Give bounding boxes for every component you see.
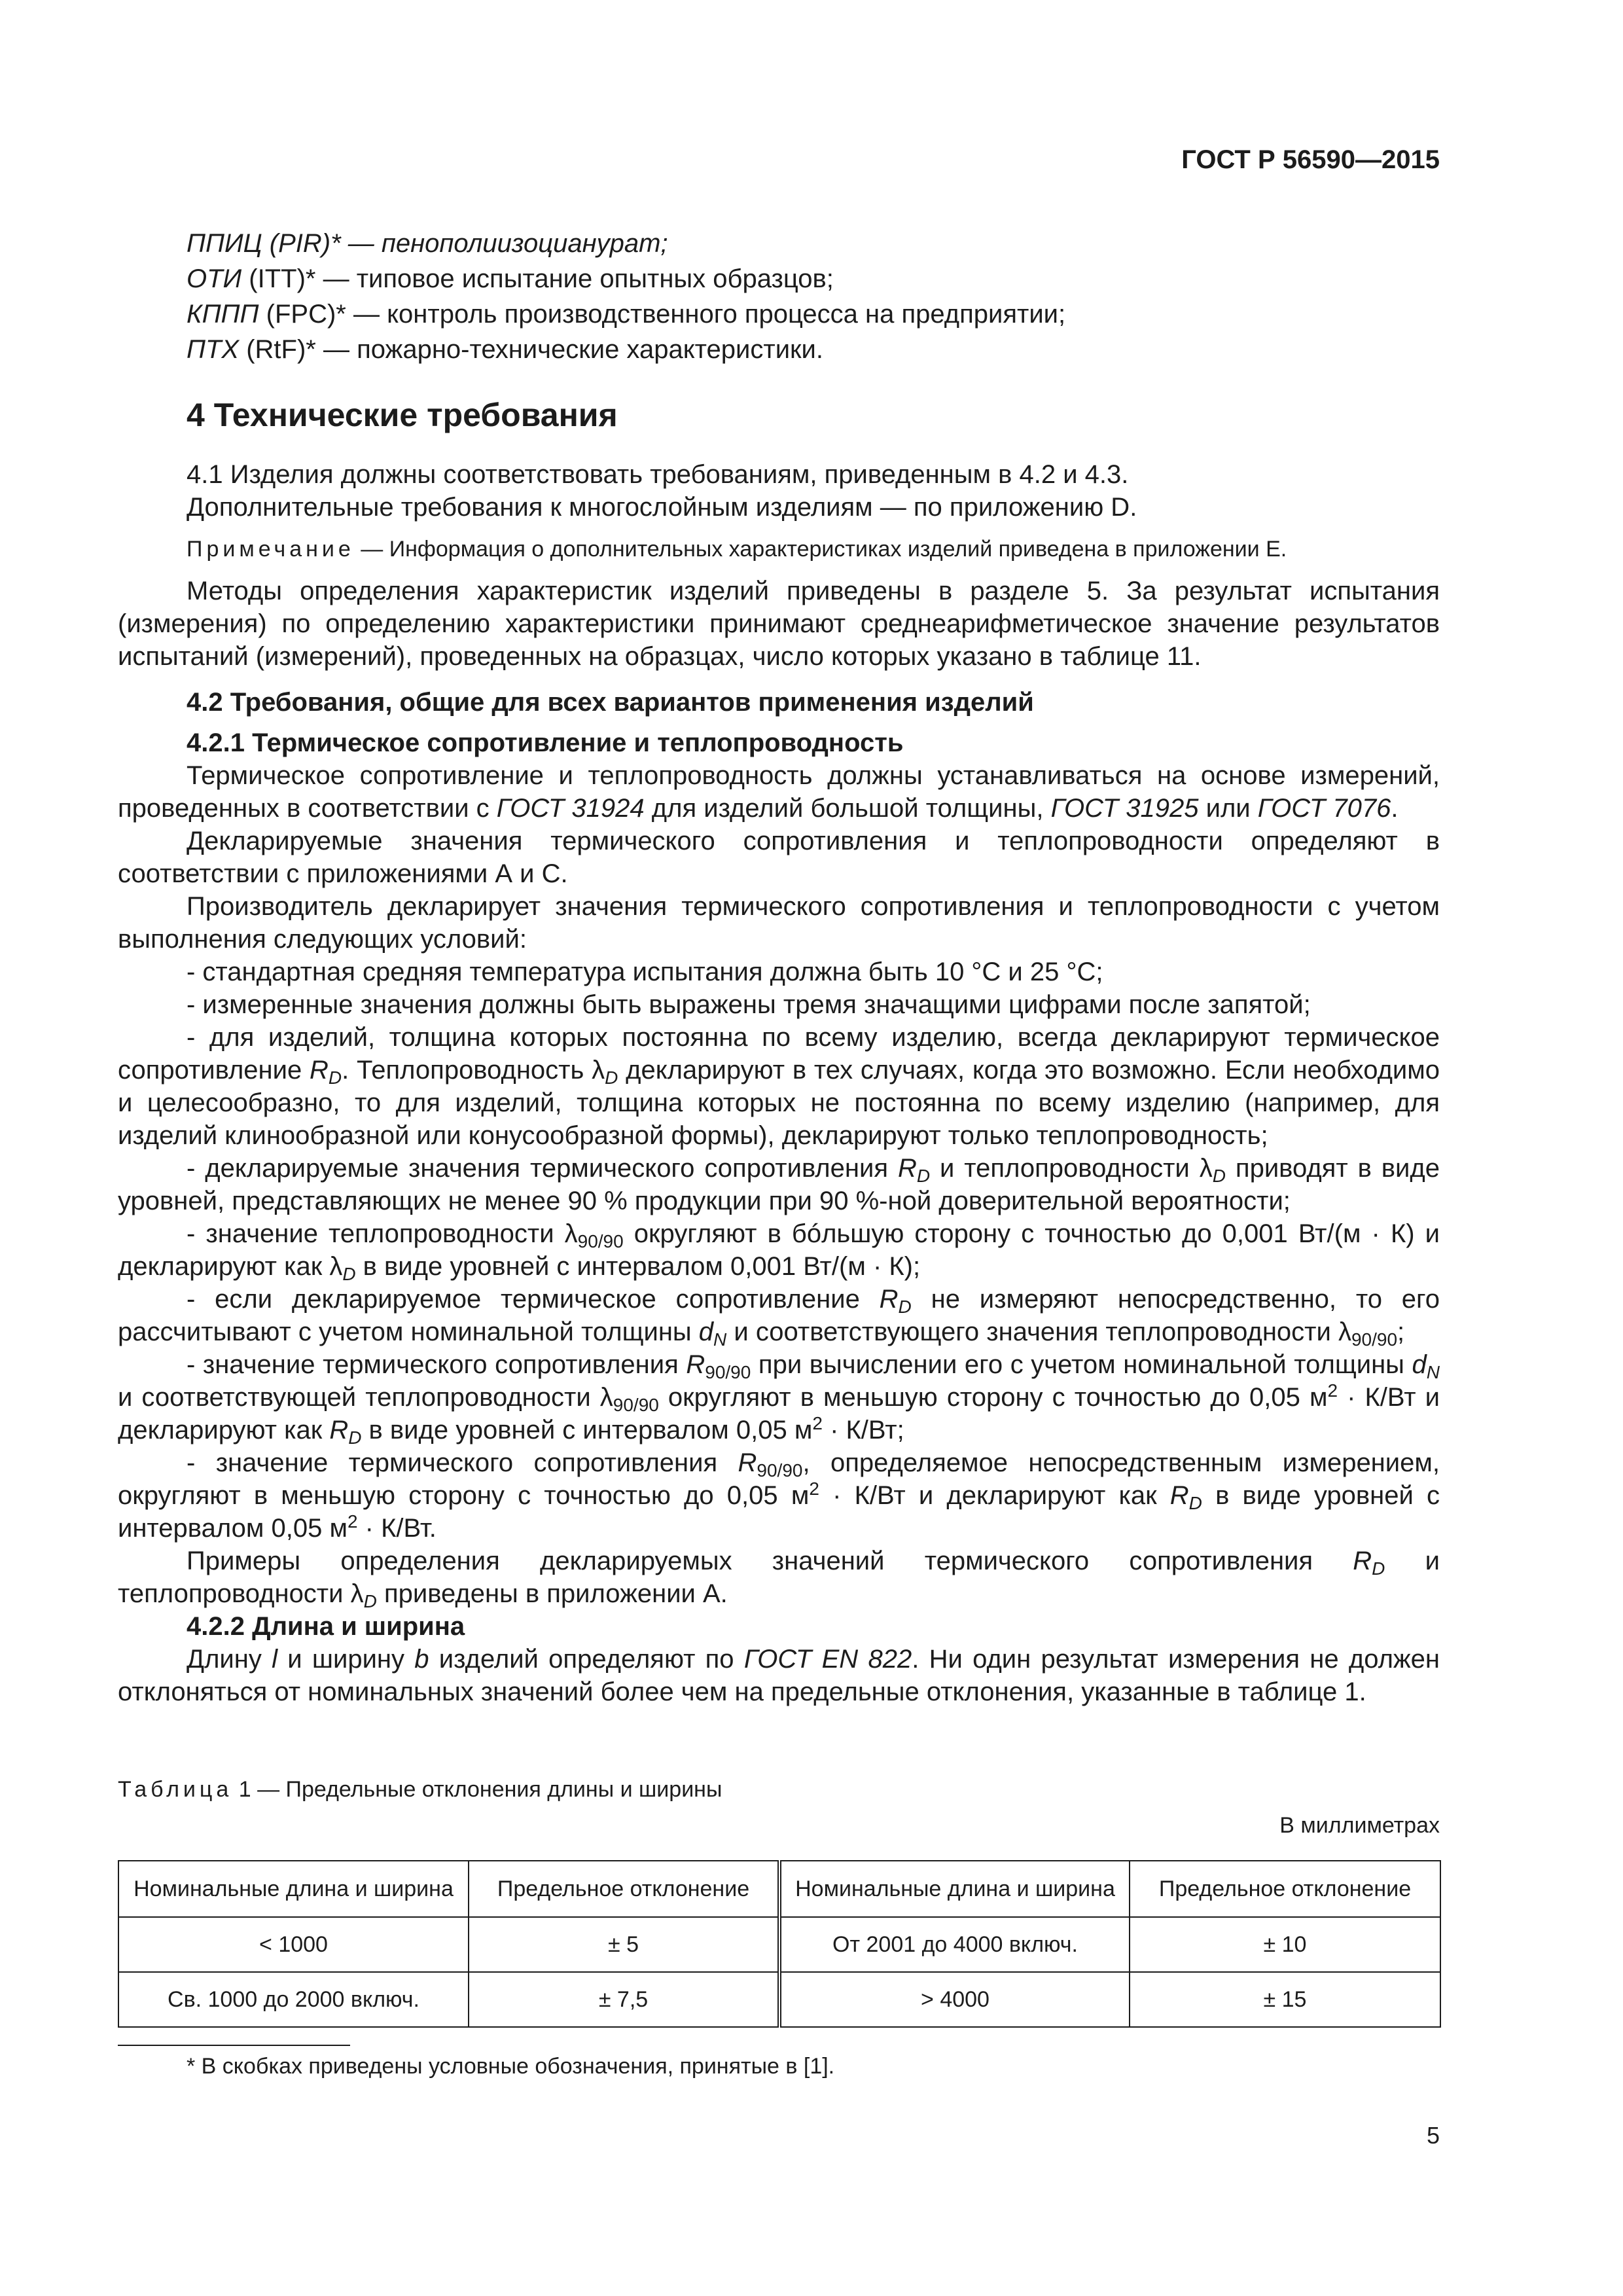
table-row — [118, 1917, 1440, 1972]
list-item: - если декларируемое термическое сопротивление $R_D$ не измеряют непосредственно, то его рассчитывают с учетом номинальной толщины $d_N$ и соответствующего значения теплопроводности $\lambda_{90/90}$; — [118, 1285, 1440, 1350]
list-item: - значение термического сопротивления $R_{90/90}$ при вычислении его с учетом номинальной толщины $d_N$ и соответствующей теплопроводности $\lambda_{90/90}$ округляют в меньшую сторону с точностью до 0,05 $м^2 \cdot К/Вт$ и декларируют как $R_D$ в виде уровней с интервалом 0,05 $м^2 \cdot К/Вт$; — [118, 1350, 1440, 1448]
paragraph: 4.1 Изделия должны соответствовать требованиям, приведенным в 4.2 и 4.3. — [187, 460, 1129, 489]
page-number: 5 — [1426, 2122, 1440, 2149]
note: Примечание — Информация о дополнительных характеристиках изделий приведена в приложении Е. — [187, 537, 1287, 562]
section-body — [118, 458, 1440, 1708]
list-item: - измеренные значения должны быть выражены тремя значащими цифрами после запятой; — [187, 990, 1311, 1019]
table-header-cell: Номинальные длина и ширина — [779, 1861, 1130, 1917]
table-cell: Св. 1000 до 2000 включ. — [118, 1972, 469, 2027]
standard-reference: ГОСТ 31924 — [496, 794, 645, 823]
section-heading: 4 Технические требования — [187, 397, 618, 433]
tolerance-table — [118, 1860, 1441, 2028]
table-cell: От 2001 до 4000 включ. — [779, 1917, 1130, 1972]
footnote: * В скобках приведены условные обозначения, принятые в [1]. — [187, 2054, 835, 2079]
paragraph: Дополнительные требования к многослойным изделиям — по приложению D. — [187, 493, 1137, 522]
paragraph: Декларируемые значения термического сопротивления и теплопроводности определяют в соответствии с приложениями А и С. — [118, 827, 1440, 888]
table-cell: ± 10 — [1130, 1917, 1440, 1972]
footnote-divider — [118, 2045, 350, 2046]
list-item: - стандартная средняя температура испытания должна быть 10 °С и 25 °С; — [187, 958, 1103, 986]
standard-reference: ГОСТ EN 822 — [743, 1645, 912, 1674]
paragraph: Производитель декларирует значения термического сопротивления и теплопроводности с учетом выполнения следующих условий: — [118, 892, 1440, 954]
table-header-row — [118, 1861, 1440, 1917]
table-header-cell: Предельное отклонение — [1130, 1861, 1440, 1917]
list-item: - значение термического сопротивления $R_{90/90}$, определяемое непосредственным измерением, округляют в меньшую сторону с точностью до 0,05 $м^2 \cdot К/Вт$ и декларируют как $R_D$ в виде уровней с интервалом 0,05 $м^2 \cdot К/Вт$. — [118, 1448, 1440, 1543]
table-header-cell: Предельное отклонение — [469, 1861, 779, 1917]
subsection-heading: 4.2.1 Термическое сопротивление и теплопроводность — [187, 728, 904, 757]
document-code: ГОСТ Р 56590—2015 — [1181, 145, 1440, 174]
table-units: В миллиметрах — [1279, 1813, 1440, 1838]
table-cell: ± 15 — [1130, 1972, 1440, 2027]
table-cell: ± 5 — [469, 1917, 779, 1972]
table-row — [118, 1972, 1440, 2027]
paragraph: Примеры определения декларируемых значений термического сопротивления $R_D$ и теплопроводности $\lambda_D$ приведены в приложении А. — [118, 1547, 1440, 1611]
table-cell: > 4000 — [779, 1972, 1130, 2027]
standard-reference: ГОСТ 31925 — [1050, 794, 1199, 823]
table-header-cell: Номинальные длина и ширина — [118, 1861, 469, 1917]
abbreviation-item: ППИЦ (PIR)* — пенополиизоцианурат; — [187, 229, 668, 258]
abbreviation-item: ОТИ (ITT)* — типовое испытание опытных образцов; — [187, 264, 834, 293]
table-cell: < 1000 — [118, 1917, 469, 1972]
standard-reference: ГОСТ 7076 — [1257, 794, 1391, 823]
abbreviation-list — [187, 226, 1065, 367]
paragraph: Методы определения характеристик изделий приведены в разделе 5. За результат испытания (измерения) по определению характеристики принимают среднеарифметическое значение результатов испытаний (измерений), проведенных на образцах, число которых указано в таблице 11. — [118, 577, 1440, 671]
abbreviation-item: ПТХ (RtF)* — пожарно-технические характеристики. — [187, 335, 823, 364]
list-item: - значение теплопроводности $\lambda_{90/90}$ округляют в бóльшую сторону с точностью до 0,001 Вт/(м · К) и декларируют как $\lambda_D$ в виде уровней с интервалом 0,001 Вт/(м · К); — [118, 1219, 1440, 1284]
list-item: - декларируемые значения термического сопротивления $R_D$ и теплопроводности $\lambda_D$ приводят в виде уровней, представляющих не менее 90 % продукции при 90 %-ной доверительной вероятности; — [118, 1154, 1440, 1215]
paragraph: Длину l и ширину b изделий определяют по ГОСТ EN 822. Ни один результат измерения не должен отклоняться от номинальных значений более чем на предельные отклонения, указанные в таблице 1. — [118, 1645, 1440, 1706]
table-caption: Таблица 1 — Предельные отклонения длины и ширины — [118, 1777, 722, 1802]
subsection-heading: 4.2 Требования, общие для всех вариантов применения изделий — [187, 688, 1034, 717]
abbreviation-item: КППП (FPC)* — контроль производственного процесса на предприятии; — [187, 300, 1066, 329]
table-cell: ± 7,5 — [469, 1972, 779, 2027]
paragraph: Термическое сопротивление и теплопроводность должны устанавливаться на основе измерений, проведенных в соответствии с ГОСТ 31924 для изделий большой толщины, ГОСТ 31925 или ГОСТ 7076. — [118, 761, 1440, 823]
list-item: - для изделий, толщина которых постоянна по всему изделию, всегда декларируют термическое сопротивление $R_D$. Теплопроводность $\lambda_D$ декларируют в тех случаях, когда это возможно. Если необходимо и целесообразно, то для изделий, толщина которых не постоянна по всему изделию (например, для изделий клинообразной или конусообразной формы), декларируют только теплопроводность; — [118, 1023, 1440, 1150]
subsection-heading: 4.2.2 Длина и ширина — [187, 1612, 465, 1641]
